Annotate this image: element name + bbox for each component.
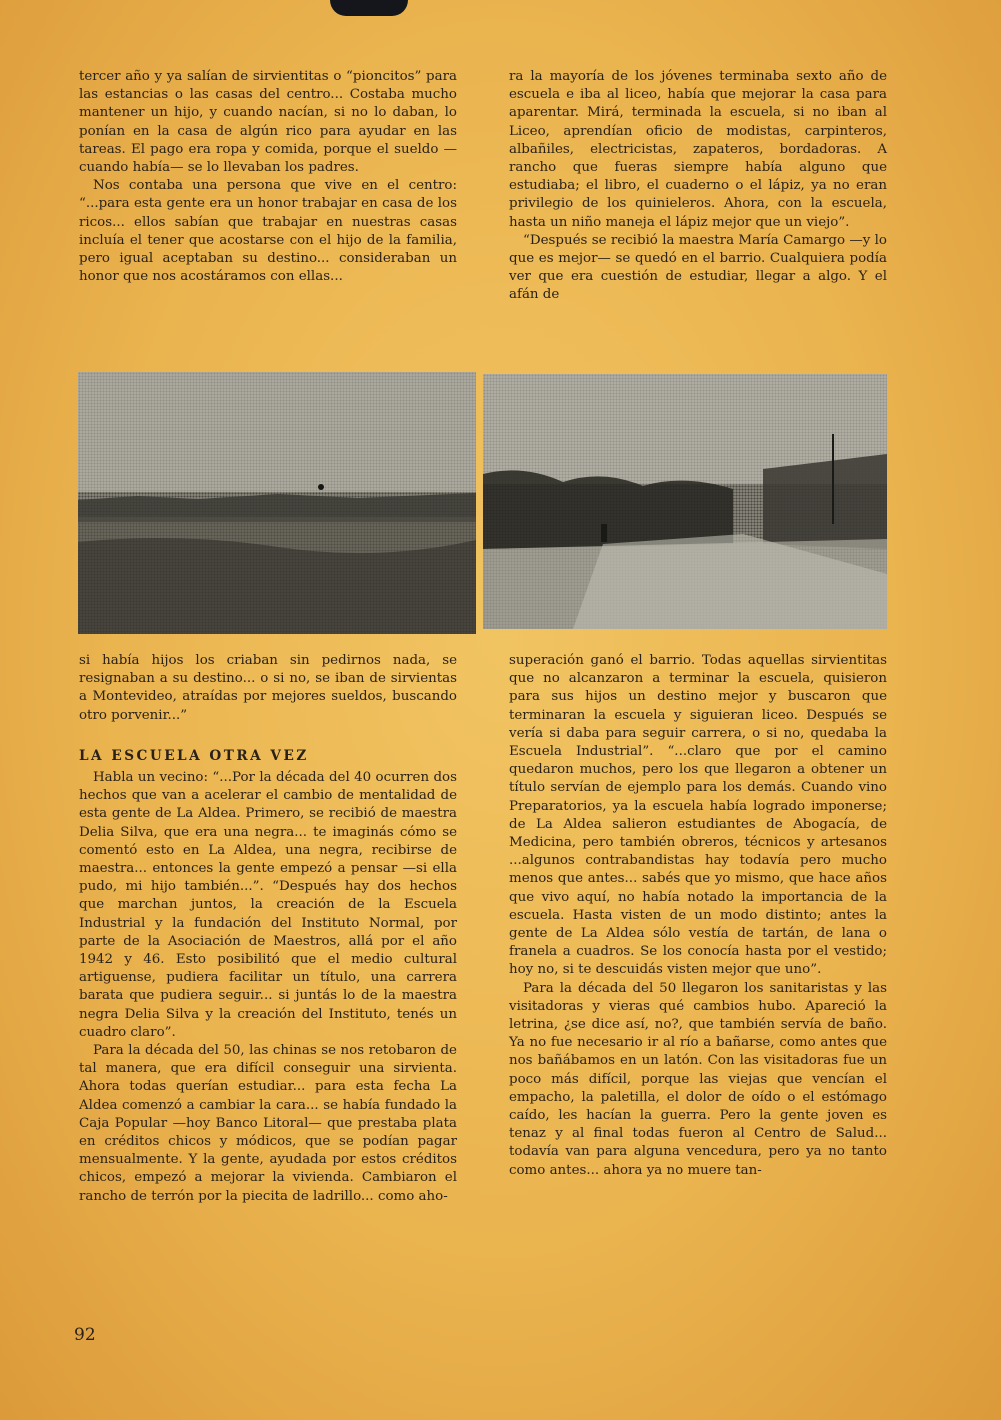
paragraph: “Después se recibió la maestra María Camargo —y lo que es mejor— se quedó en el barrio. Cualquiera podía ver que era cuestión de estudiar, llegar a algo. Y el afán de xyxy=(509,232,887,303)
photo-village-street-drawing xyxy=(483,374,887,629)
paragraph: Nos contaba una persona que vive en el centro: “...para esta gente era un honor trabajar en casa de los ricos... ellos sabían que trabajar en nuestras casas incluía el tener que acostarse con el hijo de la familia, pero igual aceptaban su destino... consideraban un honor que nos acostáramos con ellas... xyxy=(79,178,457,285)
photo-village-street xyxy=(483,374,887,629)
photo-open-field xyxy=(78,372,476,634)
paragraph: superación ganó el barrio. Todas aquellas sirvientitas que no alcanzaron a terminar la escuela, quisieron para sus hijos un destino mejor y buscaron que terminaran la escuela y siguieran liceo. Después se vería si daba para seguir carrera, o si no, quedaba la Escuela Industrial”. “...claro que por el camino quedaron muchos, pero los que llegaron a obtener un título servían de ejemplo para los demás. Cuando vino Preparatorios, ya la escuela había logrado imponerse; de La Aldea salieron estudiantes de Abogacía, de Medicina, pero también obreros, técnicos y artesanos ...algunos contrabandistas hay todavía pero mucho menos que antes... sabés que yo mismo, que hace años que vivo aquí, no había notado la importancia de la escuela. Hasta visten de un modo distinto; antes la gente de La Aldea sólo vestía de tartán, de lana o franela a cuadros. Se los conocía hasta por el vestido; hoy no, si te descuidás visten mejor que uno”. xyxy=(509,653,887,978)
paragraph: tercer año y ya salían de sirvientitas o “pioncitos” para las estancias o las casas del centro... Costaba mucho mantener un hijo, y cuando nacían, si no lo daban, lo ponían en la casa de algún rico para ayudar en las tareas. El pago era ropa y comida, porque el sueldo —cuando había— se lo llevaban los padres. xyxy=(79,69,457,176)
text-column-bottom-left xyxy=(79,652,457,1206)
photo-open-field-drawing xyxy=(78,372,476,634)
ink-blot-mark xyxy=(330,0,408,16)
paragraph: Habla un vecino: “...Por la década del 40 ocurren dos hechos que van a acelerar el cambio de mentalidad de esta gente de La Aldea. Primero, se recibió de maestra Delia Silva, que era una negra... te imaginás cómo se comentó esto en La Aldea, una negra, recibirse de maestra... entonces la gente empezó a pensar —si ella pudo, mi hijo también...”. “Después hay dos hechos que marchan juntos, la creación de la Escuela Industrial y la fundación del Instituto Normal, por parte de la Asociación de Maestros, allá por el año 1942 y 46. Esto posibilitó que el medio cultural artiguense, pudiera facilitar un título, una carrera barata que pudiera seguir... si juntás lo de la maestra negra Delia Silva y la creación del Instituto, tenés un cuadro claro”. xyxy=(79,770,457,1040)
page-number: 92 xyxy=(74,1325,96,1345)
paragraph: ra la mayoría de los jóvenes terminaba sexto año de escuela e iba al liceo, había que mejorar la casa para aparentar. Mirá, terminada la escuela, si no iban al Liceo, aprendían oficio de modistas, carpinteros, albañiles, electricistas, zapateros, bordadoras. A rancho que fueras siempre había alguno que estudiaba; el libro, el cuaderno o el lápiz, ya no eran privilegio de los quinieleros. Ahora, con la escuela, hasta un niño maneja el lápiz mejor que un viejo”. xyxy=(509,69,887,230)
paragraph: Para la década del 50, las chinas se nos retobaron de tal manera, que era difícil conseguir una sirvienta. Ahora todas querían estudiar... para esta fecha La Aldea comenzó a cambiar la cara... se había fundado la Caja Popular —hoy Banco Litoral— que prestaba plata en créditos chicos y módicos, que se podían pagar mensualmente. Y la gente, ayudada por estos créditos chicos, empezó a mejorar la vivienda. Cambiaron el rancho de terrón por la piecita de ladrillo... como aho- xyxy=(79,1043,457,1204)
paragraph: si había hijos los criaban sin pedirnos nada, se resignaban a su destino... o si no, se iban de sirvientas a Montevideo, atraídas por mejores sueldos, buscando otro porvenir...” xyxy=(79,653,457,723)
text-column-top-right xyxy=(509,68,887,305)
text-column-top-left xyxy=(79,68,457,286)
section-heading: LA ESCUELA OTRA VEZ xyxy=(79,747,309,764)
paragraph: Para la década del 50 llegaron los sanitaristas y las visitadoras y vieras qué cambios hubo. Apareció la letrina, ¿se dice así, no?, que también servía de baño. Ya no fue necesario ir al río a bañarse, como antes que nos bañábamos en un latón. Con las visitadoras fue un poco más difícil, porque las viejas que vencían el empacho, la paletilla, el dolor de oído o el estómago caído, les hacían la guerra. Pero la gente joven es tenaz y al final todas fueron al Centro de Salud... todavía van para alguna vencedura, pero ya no tanto como antes... ahora ya no muere tan- xyxy=(509,980,887,1178)
text-column-bottom-right xyxy=(509,652,887,1180)
